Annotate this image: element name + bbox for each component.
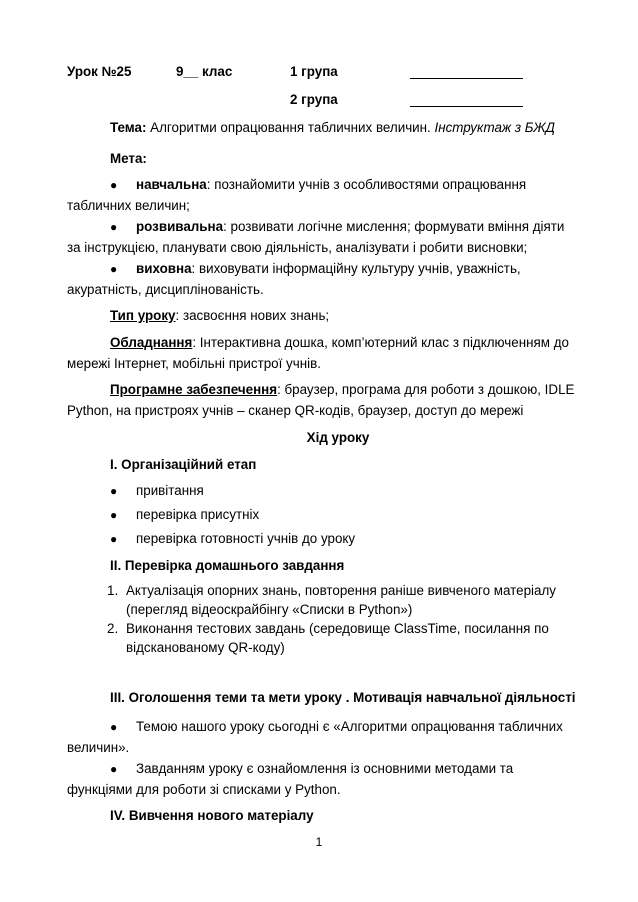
list-number: 2. (107, 621, 119, 636)
group-1-blank (410, 64, 523, 79)
section-2-title: ІІ. Перевірка домашнього завдання (110, 558, 345, 573)
equipment-text-cont: мережі Інтернет, мобільні пристрої учнів. (67, 356, 321, 371)
section-4-title: IV. Вивчення нового матеріалу (110, 808, 314, 823)
goal-item-text-cont: табличних величин; (67, 198, 190, 213)
equipment-label: Обладнання (110, 335, 193, 350)
topic-label: Тема: (110, 120, 147, 135)
page-number: 1 (315, 835, 323, 849)
goal-item-label: розвивальна (136, 219, 224, 234)
list-item: Завданням уроку є ознайомлення із основними методами та (136, 761, 514, 776)
list-item: перевірка присутніх (136, 507, 260, 522)
list-item: перевірка готовності учнів до уроку (136, 531, 356, 546)
topic-note: Інструктаж з БЖД (434, 120, 555, 135)
grade: 9__ клас (176, 64, 233, 79)
lesson-type (110, 308, 329, 323)
list-item-cont: величин». (67, 740, 130, 755)
lesson-type-text: : засвоєння нових знань; (175, 308, 330, 323)
group-2-blank (410, 92, 523, 107)
list-item: Виконання тестових завдань (середовище ClassTime, посилання по (126, 621, 549, 636)
software (110, 382, 574, 397)
list-number: 1. (107, 583, 119, 598)
list-item-cont: відсканованому QR-коду) (126, 640, 285, 655)
software-label: Програмне забезпечення (110, 382, 278, 397)
list-item: Темою нашого уроку сьогодні є «Алгоритми опрацювання табличних (136, 719, 563, 734)
equipment (110, 335, 569, 350)
goal-label: Мета: (110, 151, 147, 166)
software-text-cont: Python, на пристроях учнів – сканер QR-кодів, браузер, доступ до мережі (67, 403, 524, 418)
list-item-cont: (перегляд відеоскрайбінгу «Списки в Python») (126, 602, 413, 617)
list-item-cont: функціями для роботи зі списками у Python. (67, 782, 341, 797)
topic-text: Алгоритми опрацювання табличних величин. (150, 120, 431, 135)
bullet-icon: ● (110, 178, 118, 192)
software-text: : браузер, програма для роботи з дошкою, IDLE (277, 382, 575, 397)
bullet-icon: ● (110, 720, 118, 734)
list-item: привітання (136, 483, 204, 498)
bullet-icon: ● (110, 262, 118, 276)
equipment-text: : Інтерактивна дошка, комп’ютерний клас з підключенням до (192, 335, 569, 350)
group-1-label: 1 група (290, 64, 338, 79)
goal-item-developmental (136, 219, 564, 234)
goal-item-upbringing (136, 261, 521, 276)
goal-item-label: навчальна (136, 177, 207, 192)
group-2-label: 2 група (290, 92, 338, 107)
bullet-icon: ● (110, 508, 118, 522)
goal-item-text: : виховувати інформаційну культуру учнів, уважність, (191, 261, 521, 276)
goal-item-label: виховна (136, 261, 192, 276)
section-3-title: ІІІ. Оголошення теми та мети уроку . Мотивація навчальної діяльності (110, 690, 576, 705)
goal-item-text: : познайомити учнів з особливостями опрацювання (206, 177, 527, 192)
bullet-icon: ● (110, 532, 118, 546)
section-1-title: І. Організаційний етап (110, 457, 257, 472)
bullet-icon: ● (110, 220, 118, 234)
bullet-icon: ● (110, 762, 118, 776)
goal-item-educational (136, 177, 526, 192)
goal-item-text-cont: за інструкцією, планувати свою діяльність, аналізувати і робити висновки; (67, 240, 528, 255)
course-title: Хід уроку (306, 430, 370, 445)
goal-item-text-cont: акуратність, дисциплінованість. (67, 282, 264, 297)
bullet-icon: ● (110, 484, 118, 498)
goal-item-text: : розвивати логічне мислення; формувати вміння діяти (223, 219, 565, 234)
list-item: Актуалізація опорних знань, повторення раніше вивченого матеріалу (126, 583, 556, 598)
lesson-number: Урок №25 (67, 64, 132, 79)
lesson-type-label: Тип уроку (110, 308, 176, 323)
topic-line (110, 120, 555, 135)
